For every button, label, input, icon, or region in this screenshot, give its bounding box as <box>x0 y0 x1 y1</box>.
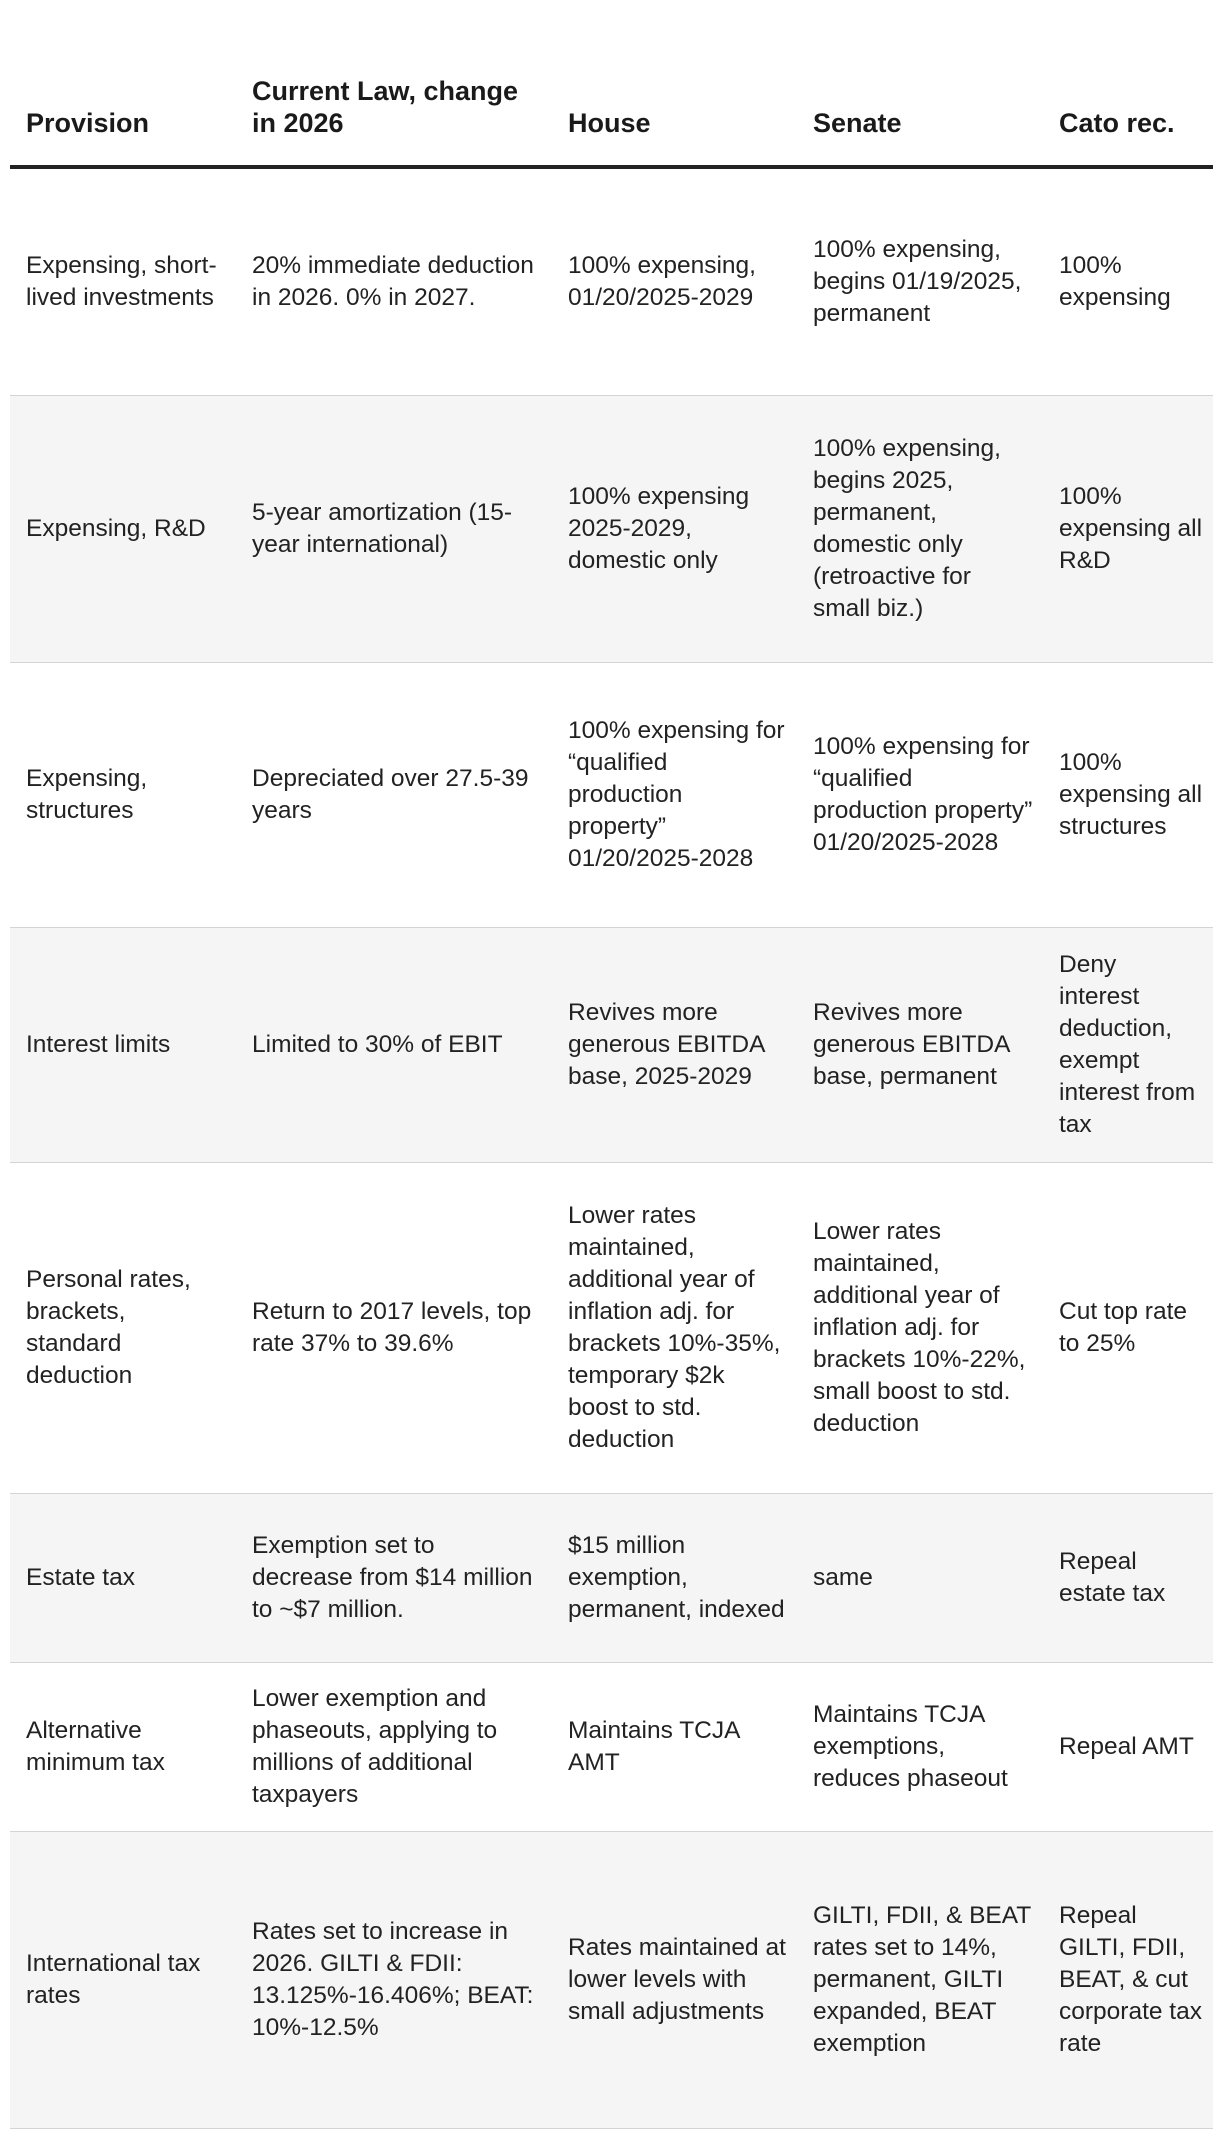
header-provision: Provision <box>10 0 236 167</box>
cell-provision: Expensing, R&D <box>10 396 236 663</box>
cell-provision: International tax rates <box>10 1832 236 2129</box>
table-row <box>10 928 1213 1163</box>
cell-provision: Personal rates, brackets, standard deduction <box>10 1163 236 1494</box>
cell-cato: Cut top rate to 25% <box>1043 1163 1213 1494</box>
cell-current-law: Depreciated over 27.5-39 years <box>236 663 552 928</box>
cell-cato: Repeal AMT <box>1043 1663 1213 1832</box>
cell-provision: Interest limits <box>10 928 236 1163</box>
tax-provisions-comparison-table <box>10 0 1213 2129</box>
table-row <box>10 1832 1213 2129</box>
cell-cato: 100% expensing all structures <box>1043 663 1213 928</box>
cell-house: Rates maintained at lower levels with small adjustments <box>552 1832 797 2129</box>
cell-house: 100% expensing 2025-2029, domestic only <box>552 396 797 663</box>
cell-senate: 100% expensing, begins 2025, permanent, domestic only (retroactive for small biz.) <box>797 396 1043 663</box>
cell-cato: 100% expensing all R&D <box>1043 396 1213 663</box>
cell-provision: Expensing, structures <box>10 663 236 928</box>
cell-senate: Maintains TCJA exemptions, reduces phaseout <box>797 1663 1043 1832</box>
table-row <box>10 167 1213 396</box>
cell-cato: Deny interest deduction, exempt interest from tax <box>1043 928 1213 1163</box>
table-row <box>10 1163 1213 1494</box>
cell-senate: 100% expensing, begins 01/19/2025, permanent <box>797 167 1043 396</box>
cell-current-law: Lower exemption and phaseouts, applying to millions of additional taxpayers <box>236 1663 552 1832</box>
cell-provision: Expensing, short-lived investments <box>10 167 236 396</box>
cell-cato: Repeal estate tax <box>1043 1494 1213 1663</box>
cell-house: Lower rates maintained, additional year of inflation adj. for brackets 10%-35%, temporary $2k boost to std. deduction <box>552 1163 797 1494</box>
cell-house: 100% expensing for “qualified production property” 01/20/2025-2028 <box>552 663 797 928</box>
cell-house: $15 million exemption, permanent, indexed <box>552 1494 797 1663</box>
cell-senate: 100% expensing for “qualified production property” 01/20/2025-2028 <box>797 663 1043 928</box>
cell-senate: same <box>797 1494 1043 1663</box>
header-cato: Cato rec. <box>1043 0 1213 167</box>
cell-cato: Repeal GILTI, FDII, BEAT, & cut corporate tax rate <box>1043 1832 1213 2129</box>
cell-current-law: Limited to 30% of EBIT <box>236 928 552 1163</box>
header-senate: Senate <box>797 0 1043 167</box>
table-header <box>10 0 1213 167</box>
cell-cato: 100% expensing <box>1043 167 1213 396</box>
table-row <box>10 1663 1213 1832</box>
header-row <box>10 0 1213 167</box>
cell-current-law: 20% immediate deduction in 2026. 0% in 2027. <box>236 167 552 396</box>
cell-house: Revives more generous EBITDA base, 2025-2029 <box>552 928 797 1163</box>
cell-provision: Alternative minimum tax <box>10 1663 236 1832</box>
table-row <box>10 663 1213 928</box>
cell-senate: Lower rates maintained, additional year of inflation adj. for brackets 10%-22%, small boost to std. deduction <box>797 1163 1043 1494</box>
cell-house: Maintains TCJA AMT <box>552 1663 797 1832</box>
cell-senate: Revives more generous EBITDA base, permanent <box>797 928 1043 1163</box>
cell-senate: GILTI, FDII, & BEAT rates set to 14%, permanent, GILTI expanded, BEAT exemption <box>797 1832 1043 2129</box>
cell-current-law: 5-year amortization (15-year international) <box>236 396 552 663</box>
header-house: House <box>552 0 797 167</box>
comparison-table-container <box>10 0 1213 2129</box>
cell-current-law: Return to 2017 levels, top rate 37% to 39.6% <box>236 1163 552 1494</box>
cell-current-law: Rates set to increase in 2026. GILTI & FDII: 13.125%-16.406%; BEAT: 10%-12.5% <box>236 1832 552 2129</box>
table-body <box>10 167 1213 2129</box>
cell-house: 100% expensing, 01/20/2025-2029 <box>552 167 797 396</box>
header-current-law: Current Law, change in 2026 <box>236 0 552 167</box>
table-row <box>10 396 1213 663</box>
cell-current-law: Exemption set to decrease from $14 million to ~$7 million. <box>236 1494 552 1663</box>
table-row <box>10 1494 1213 1663</box>
cell-provision: Estate tax <box>10 1494 236 1663</box>
